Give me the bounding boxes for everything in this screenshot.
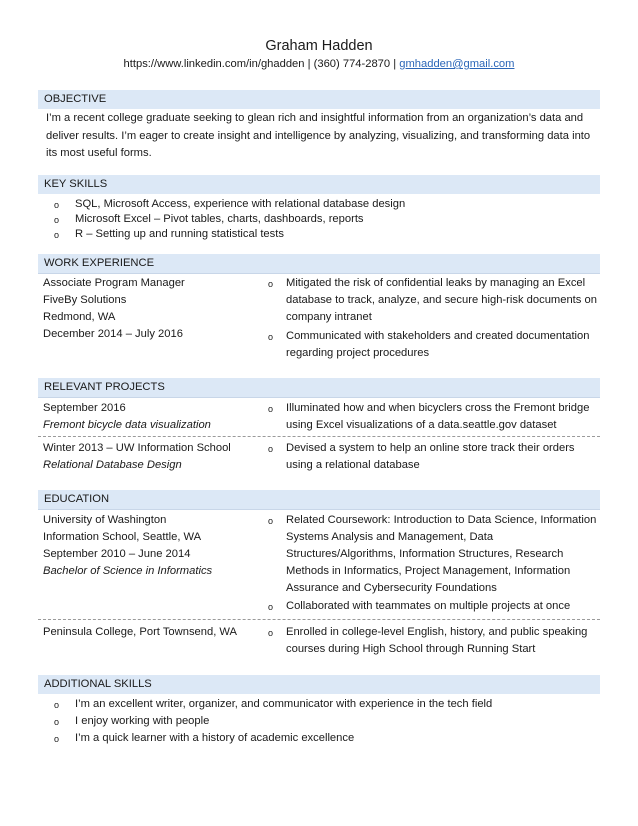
school: University of Washington [43,514,167,526]
bullet-icon: o [268,602,274,612]
bullet-icon: o [268,404,274,414]
project-date: Winter 2013 – UW Information School [43,442,231,454]
email-link[interactable]: gmhadden@gmail.com [399,58,515,70]
bullet-icon: o [268,279,274,289]
dates: September 2010 – June 2014 [43,548,191,560]
divider [38,509,600,510]
divider [38,619,600,620]
dates: December 2014 – July 2016 [43,328,183,340]
contact-details: https://www.linkedin.com/in/ghadden | (360) 774-2870 | [123,58,400,70]
project-name: Fremont bicycle data visualization [43,419,211,431]
education-entry [43,624,263,641]
project-entry [43,440,263,474]
bullet-icon: o [268,444,274,454]
divider [38,273,600,274]
project-name: Relational Database Design [43,459,182,471]
section-header-education: EDUCATION [38,490,600,509]
job-title: Associate Program Manager [43,277,185,289]
bullet-icon: o [54,200,60,210]
section-header-additional-skills: ADDITIONAL SKILLS [38,675,600,694]
project-entry [43,400,263,434]
bullet-icon: o [54,215,60,225]
company: FiveBy Solutions [43,294,127,306]
work-entry-details [43,275,263,343]
education-entry [43,512,263,580]
bullet-icon: o [54,734,60,744]
bullet-icon: o [268,516,274,526]
project-date: September 2016 [43,402,126,414]
section-header-relevant-projects: RELEVANT PROJECTS [38,378,600,397]
divider [38,436,600,437]
contact-line [38,58,600,70]
school: Peninsula College, Port Townsend, WA [43,626,238,638]
objective-text: I’m a recent college graduate seeking to glean rich and insightful information from an organization’s data and deliver results. I’m eager to create insight and intelligence by analyzing, visualizing, and transforming data into its most useful forms. [46,112,591,159]
department: Information School, Seattle, WA [43,531,202,543]
bullet-icon: o [54,230,60,240]
bullet-icon: o [268,628,274,638]
section-header-work-experience: WORK EXPERIENCE [38,254,600,273]
bullet-icon: o [54,717,60,727]
degree: Bachelor of Science in Informatics [43,565,213,577]
candidate-name: Graham Hadden [265,38,373,54]
location: Redmond, WA [43,311,116,323]
section-header-key-skills: KEY SKILLS [38,175,600,194]
bullet-icon: o [54,700,60,710]
divider [38,397,600,398]
section-header-objective: OBJECTIVE [38,90,600,109]
bullet-icon: o [268,332,274,342]
